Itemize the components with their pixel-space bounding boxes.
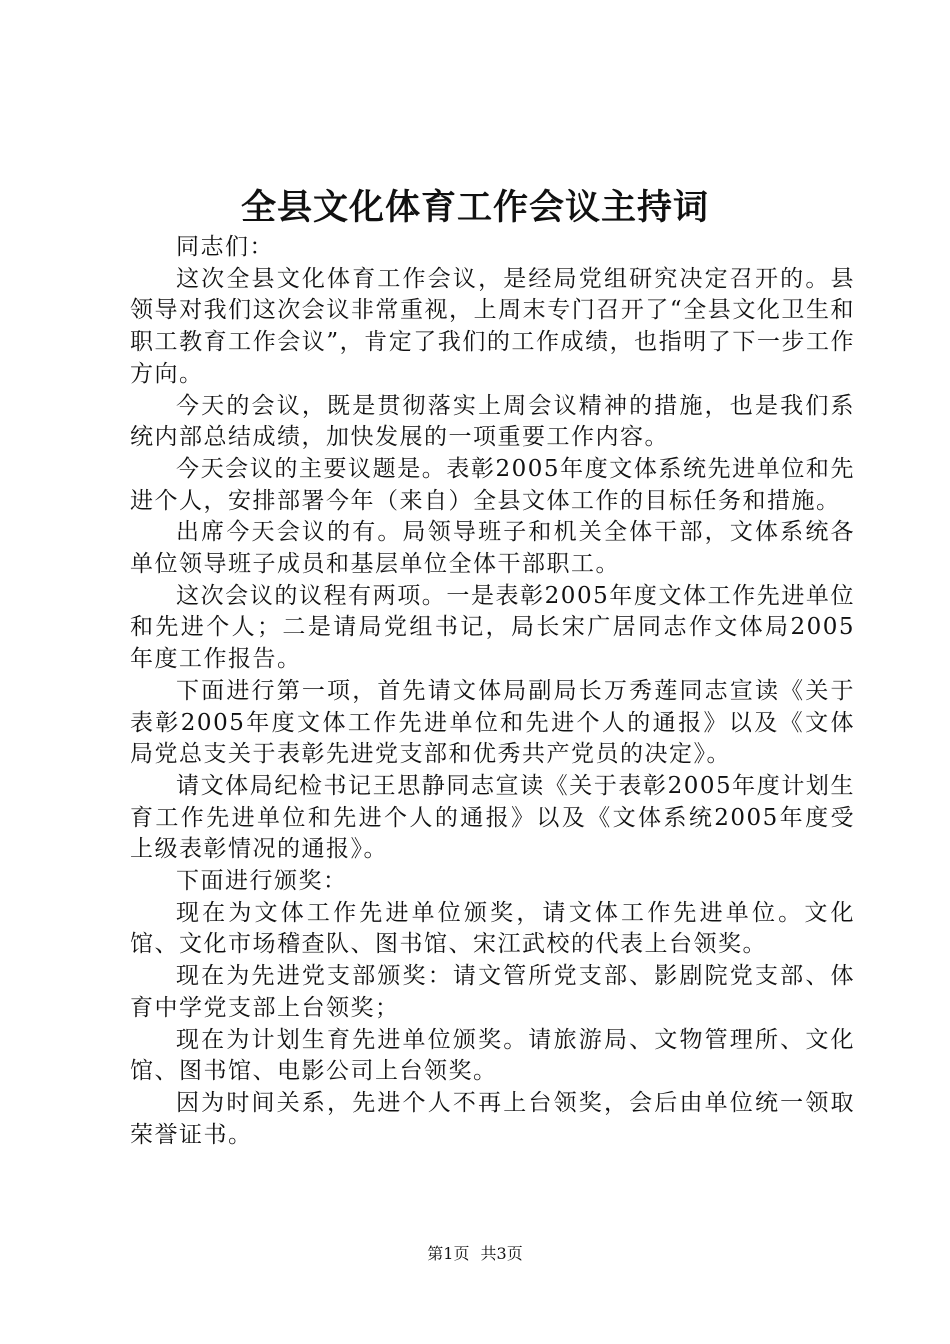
paragraph-8: 下面进行颁奖： bbox=[176, 868, 348, 895]
page-footer bbox=[0, 1242, 950, 1266]
paragraph-6: 下面进行第一项，首先请文体局副局长万秀莲同志宣读《关于表彰2005年度文体工作先进单位和先进个人的通报》以及《文体局党总支关于表彰先进党支部和优秀共产党员的决定》。 bbox=[130, 677, 855, 768]
page-number: 第1页 bbox=[427, 1244, 470, 1263]
paragraph-5: 这次会议的议程有两项。一是表彰2005年度文体工作先进单位和先进个人；二是请局党组书记，局长宋广居同志作文体局2005年度工作报告。 bbox=[130, 582, 855, 673]
document-body bbox=[130, 232, 855, 1151]
paragraph-1: 这次全县文化体育工作会议，是经局党组研究决定召开的。县领导对我们这次会议非常重视，上周末专门召开了“全县文化卫生和职工教育工作会议”，肯定了我们的工作成绩，也指明了下一步工作方向。 bbox=[130, 265, 855, 387]
page-total: 共3页 bbox=[480, 1244, 523, 1263]
paragraph-7: 请文体局纪检书记王思静同志宣读《关于表彰2005年度计划生育工作先进单位和先进个人的通报》以及《文体系统2005年度受上级表彰情况的通报》。 bbox=[130, 772, 855, 863]
paragraph-3: 今天会议的主要议题是。表彰2005年度文体系统先进单位和先进个人，安排部署今年（来自）全县文体工作的目标任务和措施。 bbox=[130, 455, 855, 514]
paragraph-2: 今天的会议，既是贯彻落实上周会议精神的措施，也是我们系统内部总结成绩，加快发展的一项重要工作内容。 bbox=[130, 392, 855, 451]
paragraph-10: 现在为先进党支部颁奖：请文管所党支部、影剧院党支部、体育中学党支部上台领奖； bbox=[130, 963, 855, 1021]
document-title: 全县文化体育工作会议主持词 bbox=[240, 188, 709, 228]
salutation: 同志们： bbox=[176, 234, 274, 260]
paragraph-9: 现在为文体工作先进单位颁奖，请文体工作先进单位。文化馆、文化市场稽查队、图书馆、宋江武校的代表上台领奖。 bbox=[130, 899, 855, 958]
paragraph-11: 现在为计划生育先进单位颁奖。请旅游局、文物管理所、文化馆、图书馆、电影公司上台领奖。 bbox=[130, 1026, 855, 1085]
paragraph-4: 出席今天会议的有。局领导班子和机关全体干部，文体系统各单位领导班子成员和基层单位全体干部职工。 bbox=[130, 519, 855, 578]
paragraph-12: 因为时间关系，先进个人不再上台领奖，会后由单位统一领取荣誉证书。 bbox=[130, 1089, 855, 1148]
